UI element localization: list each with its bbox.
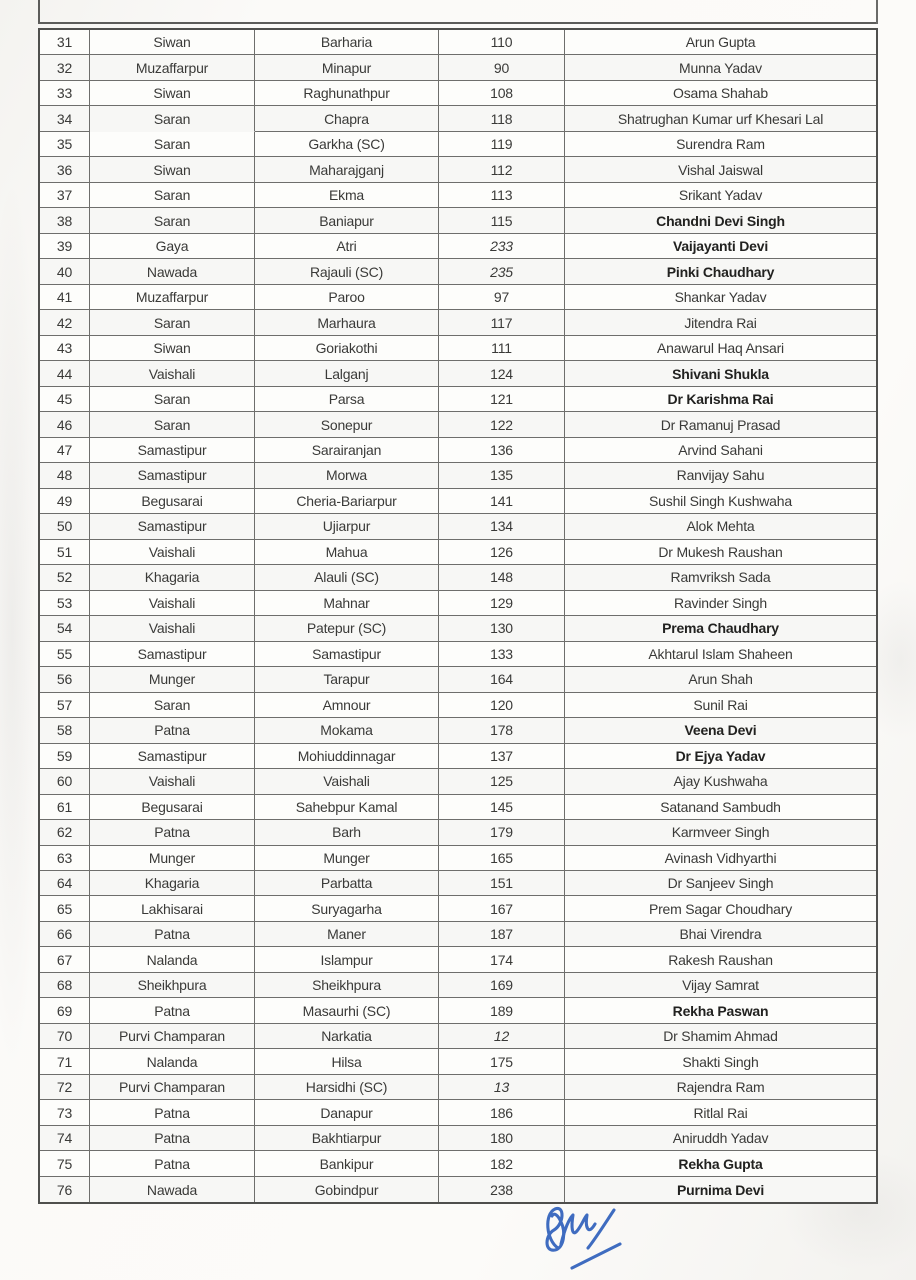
cell-constituency: Maharajganj <box>255 157 439 182</box>
cell-constituency: Islampur <box>255 947 439 972</box>
cell-candidate: Shatrughan Kumar urf Khesari Lal <box>565 106 876 131</box>
cell-serial: 33 <box>40 81 90 106</box>
cell-candidate: Sunil Rai <box>565 693 876 718</box>
cell-district: Vaishali <box>90 591 255 616</box>
cell-serial: 69 <box>40 998 90 1023</box>
cell-candidate: Bhai Virendra <box>565 922 876 947</box>
cell-constituency: Mohiuddinnagar <box>255 744 439 769</box>
cell-candidate: Surendra Ram <box>565 132 876 157</box>
cell-district: Patna <box>90 922 255 947</box>
cell-constituency: Parbatta <box>255 871 439 896</box>
cell-district: Samastipur <box>90 514 255 539</box>
table-row <box>40 463 876 488</box>
cell-candidate: Veena Devi <box>565 718 876 743</box>
cell-candidate: Prem Sagar Choudhary <box>565 896 876 921</box>
cell-district: Siwan <box>90 81 255 106</box>
cell-district: Saran <box>90 183 255 208</box>
table-row <box>40 769 876 794</box>
cell-number: 235 <box>439 259 565 284</box>
cell-district: Begusarai <box>90 489 255 514</box>
cell-candidate: Prema Chaudhary <box>565 616 876 641</box>
cell-district: Samastipur <box>90 463 255 488</box>
cell-number: 151 <box>439 871 565 896</box>
cell-candidate: Dr Shamim Ahmad <box>565 1024 876 1049</box>
cell-district: Vaishali <box>90 361 255 386</box>
cell-serial: 46 <box>40 412 90 437</box>
cell-district: Muzaffarpur <box>90 55 255 80</box>
cell-constituency: Garkha (SC) <box>255 132 439 157</box>
candidate-roster-table <box>38 28 878 1204</box>
cell-district: Saran <box>90 387 255 412</box>
cell-district: Vaishali <box>90 616 255 641</box>
table-row <box>40 693 876 718</box>
table-row <box>40 922 876 947</box>
cell-constituency: Sonepur <box>255 412 439 437</box>
cell-candidate: Shakti Singh <box>565 1049 876 1074</box>
scan-smudge <box>0 180 42 1080</box>
cell-candidate: Shankar Yadav <box>565 285 876 310</box>
cell-district: Vaishali <box>90 769 255 794</box>
cell-number: 129 <box>439 591 565 616</box>
cell-number: 122 <box>439 412 565 437</box>
cell-constituency: Vaishali <box>255 769 439 794</box>
cell-candidate: Karmveer Singh <box>565 820 876 845</box>
cell-number: 175 <box>439 1049 565 1074</box>
cell-serial: 65 <box>40 896 90 921</box>
cell-district: Patna <box>90 820 255 845</box>
table-row <box>40 1100 876 1125</box>
cell-number: 179 <box>439 820 565 845</box>
cell-candidate: Alok Mehta <box>565 514 876 539</box>
cell-serial: 45 <box>40 387 90 412</box>
cell-number: 169 <box>439 973 565 998</box>
table-row <box>40 55 876 80</box>
cell-number: 90 <box>439 55 565 80</box>
cell-serial: 58 <box>40 718 90 743</box>
cell-candidate: Purnima Devi <box>676 1181 765 1198</box>
cell-district: Khagaria <box>90 565 255 590</box>
table-row <box>40 234 876 259</box>
cell-candidate: Rajendra Ram <box>565 1075 876 1100</box>
cell-number: 136 <box>439 438 565 463</box>
cell-district: Saran <box>90 310 255 335</box>
cell-constituency: Parsa <box>255 387 439 412</box>
cell-number: 108 <box>439 81 565 106</box>
cell-constituency: Bankipur <box>255 1151 439 1176</box>
cell-district: Siwan <box>90 336 255 361</box>
cell-serial: 70 <box>40 1024 90 1049</box>
table-row <box>40 973 876 998</box>
cell-district: Samastipur <box>90 642 255 667</box>
cell-candidate: Pinki Chaudhary <box>565 259 876 284</box>
table-row <box>40 591 876 616</box>
cell-serial: 47 <box>40 438 90 463</box>
cell-constituency: Barh <box>255 820 439 845</box>
cell-candidate: Osama Shahab <box>565 81 876 106</box>
cell-candidate: Arun Gupta <box>565 30 876 55</box>
cell-candidate: Srikant Yadav <box>565 183 876 208</box>
table-row <box>40 183 876 208</box>
cell-candidate: Avinash Vidhyarthi <box>565 846 876 871</box>
table-row <box>40 208 876 233</box>
previous-section-left-border <box>38 0 40 24</box>
cell-constituency: Mahnar <box>255 591 439 616</box>
cell-candidate: Ravinder Singh <box>565 591 876 616</box>
cell-number: 119 <box>439 132 565 157</box>
cell-candidate: Dr Mukesh Raushan <box>565 540 876 565</box>
cell-district: Patna <box>90 1100 255 1125</box>
previous-section-right-border <box>876 0 878 24</box>
cell-constituency: Sahebpur Kamal <box>255 795 439 820</box>
table-row <box>40 438 876 463</box>
cell-serial: 73 <box>40 1100 90 1125</box>
cell-constituency: Atri <box>255 234 439 259</box>
cell-serial: 32 <box>40 55 90 80</box>
cell-constituency: Ujiarpur <box>255 514 439 539</box>
cell-district: Sheikhpura <box>90 973 255 998</box>
cell-serial: 72 <box>40 1075 90 1100</box>
cell-serial: 60 <box>40 769 90 794</box>
cell-serial: 76 <box>40 1177 90 1202</box>
cell-number: 113 <box>439 183 565 208</box>
cell-constituency: Sheikhpura <box>255 973 439 998</box>
cell-candidate: Arvind Sahani <box>565 438 876 463</box>
cell-constituency: Masaurhi (SC) <box>255 998 439 1023</box>
table-row <box>40 387 876 412</box>
cell-serial: 66 <box>40 922 90 947</box>
cell-constituency: Barharia <box>255 30 439 55</box>
cell-serial: 64 <box>40 871 90 896</box>
table-row <box>40 514 876 539</box>
cell-district: Munger <box>90 846 255 871</box>
cell-number: 178 <box>439 718 565 743</box>
table-row <box>40 259 876 284</box>
cell-candidate: Rekha Paswan <box>565 998 876 1023</box>
cell-district: Muzaffarpur <box>90 285 255 310</box>
cell-number: 130 <box>439 616 565 641</box>
cell-serial: 36 <box>40 157 90 182</box>
cell-district: Nalanda <box>90 947 255 972</box>
cell-candidate: Dr Sanjeev Singh <box>565 871 876 896</box>
table-row <box>40 820 876 845</box>
cell-number: 121 <box>439 387 565 412</box>
cell-serial: 59 <box>40 744 90 769</box>
cell-constituency: Harsidhi (SC) <box>255 1075 439 1100</box>
cell-number: 148 <box>439 565 565 590</box>
cell-constituency: Hilsa <box>255 1049 439 1074</box>
cell-serial: 75 <box>40 1151 90 1176</box>
table-row <box>40 106 876 131</box>
cell-serial: 38 <box>40 208 90 233</box>
cell-district: Saran <box>90 412 255 437</box>
cell-serial: 54 <box>40 616 90 641</box>
cell-candidate: Munna Yadav <box>565 55 876 80</box>
cell-serial: 61 <box>40 795 90 820</box>
table-row <box>40 795 876 820</box>
cell-constituency: Amnour <box>255 693 439 718</box>
cell-constituency: Samastipur <box>255 642 439 667</box>
cell-number: 134 <box>439 514 565 539</box>
table-row <box>40 1126 876 1151</box>
cell-serial: 67 <box>40 947 90 972</box>
cell-district: Khagaria <box>90 871 255 896</box>
cell-candidate: Chandni Devi Singh <box>565 208 876 233</box>
cell-number: 97 <box>439 285 565 310</box>
cell-constituency: Alauli (SC) <box>255 565 439 590</box>
table-row <box>40 947 876 972</box>
cell-constituency: Baniapur <box>255 208 439 233</box>
cell-district: Saran <box>90 106 255 131</box>
cell-constituency: Lalganj <box>255 361 439 386</box>
cell-number: 187 <box>439 922 565 947</box>
cell-serial: 34 <box>40 106 90 131</box>
cell-candidate: Ranvijay Sahu <box>565 463 876 488</box>
cell-candidate: Ajay Kushwaha <box>565 769 876 794</box>
cell-constituency: Ekma <box>255 183 439 208</box>
table-row <box>40 540 876 565</box>
cell-number: 115 <box>439 208 565 233</box>
table-row <box>40 412 876 437</box>
cell-number: 126 <box>439 540 565 565</box>
cell-constituency: Narkatia <box>255 1024 439 1049</box>
cell-serial: 56 <box>40 667 90 692</box>
cell-candidate: Anawarul Haq Ansari <box>565 336 876 361</box>
table-row <box>40 744 876 769</box>
cell-number: 112 <box>439 157 565 182</box>
cell-candidate: Vaijayanti Devi <box>565 234 876 259</box>
cell-candidate: Aniruddh Yadav <box>565 1126 876 1151</box>
cell-number: 135 <box>439 463 565 488</box>
table-row <box>40 846 876 871</box>
cell-constituency: Sarairanjan <box>255 438 439 463</box>
cell-candidate: Vijay Samrat <box>565 973 876 998</box>
cell-candidate: Arun Shah <box>565 667 876 692</box>
cell-number: 180 <box>439 1126 565 1151</box>
cell-district: Siwan <box>90 157 255 182</box>
cell-serial: 68 <box>40 973 90 998</box>
cell-constituency: Tarapur <box>255 667 439 692</box>
cell-candidate: Dr Ejya Yadav <box>565 744 876 769</box>
table-row <box>40 157 876 182</box>
handwritten-signature <box>528 1200 658 1280</box>
cell-number: 133 <box>439 642 565 667</box>
cell-number: 238 <box>439 1177 565 1202</box>
cell-serial: 42 <box>40 310 90 335</box>
cell-district: Saran <box>90 132 255 157</box>
cell-number: 13 <box>439 1075 565 1100</box>
cell-serial: 53 <box>40 591 90 616</box>
cell-candidate: Rakesh Raushan <box>565 947 876 972</box>
cell-district: Saran <box>90 693 255 718</box>
table-row <box>40 30 876 55</box>
cell-serial: 35 <box>40 132 90 157</box>
cell-district: Nawada <box>90 1177 255 1202</box>
cell-candidate: Jitendra Rai <box>565 310 876 335</box>
previous-section-bottom-rule <box>38 22 878 24</box>
cell-constituency: Patepur (SC) <box>255 616 439 641</box>
cell-district: Patna <box>90 1151 255 1176</box>
cell-district: Vaishali <box>90 540 255 565</box>
table-row <box>40 1075 876 1100</box>
cell-candidate: Dr Ramanuj Prasad <box>565 412 876 437</box>
cell-district: Nalanda <box>90 1049 255 1074</box>
table-row <box>40 565 876 590</box>
cell-candidate: Vishal Jaiswal <box>565 157 876 182</box>
cell-constituency: Mokama <box>255 718 439 743</box>
cell-constituency: Goriakothi <box>255 336 439 361</box>
table-row <box>40 336 876 361</box>
cell-district: Samastipur <box>90 438 255 463</box>
cell-number: 182 <box>439 1151 565 1176</box>
cell-district: Patna <box>90 1126 255 1151</box>
cell-number: 111 <box>439 336 565 361</box>
table-row <box>40 667 876 692</box>
cell-number: 145 <box>439 795 565 820</box>
cell-number: 164 <box>439 667 565 692</box>
cell-serial: 57 <box>40 693 90 718</box>
cell-serial: 63 <box>40 846 90 871</box>
cell-district: Lakhisarai <box>90 896 255 921</box>
cell-constituency: Danapur <box>255 1100 439 1125</box>
cell-district: Samastipur <box>90 744 255 769</box>
cell-district: Saran <box>90 208 255 233</box>
cell-district: Gaya <box>90 234 255 259</box>
cell-constituency: Suryagarha <box>255 896 439 921</box>
cell-number: 120 <box>439 693 565 718</box>
cell-district: Purvi Champaran <box>90 1024 255 1049</box>
cell-district: Siwan <box>90 30 255 55</box>
table-row <box>40 616 876 641</box>
cell-district: Purvi Champaran <box>90 1075 255 1100</box>
cell-candidate: Ramvriksh Sada <box>565 565 876 590</box>
cell-serial: 39 <box>40 234 90 259</box>
cell-constituency: Morwa <box>255 463 439 488</box>
table-row <box>40 285 876 310</box>
table-row <box>40 1151 876 1176</box>
cell-serial: 55 <box>40 642 90 667</box>
cell-serial: 41 <box>40 285 90 310</box>
table-row <box>40 1177 876 1202</box>
cell-serial: 31 <box>40 30 90 55</box>
cell-constituency: Maner <box>255 922 439 947</box>
table-row <box>40 489 876 514</box>
table-row <box>40 310 876 335</box>
cell-constituency: Bakhtiarpur <box>255 1126 439 1151</box>
cell-number: 125 <box>439 769 565 794</box>
cell-serial: 74 <box>40 1126 90 1151</box>
table-row <box>40 718 876 743</box>
cell-constituency: Mahua <box>255 540 439 565</box>
cell-district: Patna <box>90 718 255 743</box>
cell-number: 124 <box>439 361 565 386</box>
cell-constituency: Paroo <box>255 285 439 310</box>
cell-candidate: Satanand Sambudh <box>565 795 876 820</box>
cell-serial: 44 <box>40 361 90 386</box>
cell-serial: 51 <box>40 540 90 565</box>
table-row <box>40 361 876 386</box>
cell-serial: 50 <box>40 514 90 539</box>
cell-district: Nawada <box>90 259 255 284</box>
cell-number: 165 <box>439 846 565 871</box>
cell-constituency: Cheria-Bariarpur <box>255 489 439 514</box>
cell-number: 186 <box>439 1100 565 1125</box>
cell-serial: 71 <box>40 1049 90 1074</box>
cell-serial: 52 <box>40 565 90 590</box>
cell-number: 110 <box>439 30 565 55</box>
cell-candidate: Sushil Singh Kushwaha <box>565 489 876 514</box>
cell-constituency: Minapur <box>255 55 439 80</box>
cell-serial: 62 <box>40 820 90 845</box>
cell-serial: 48 <box>40 463 90 488</box>
cell-number: 233 <box>439 234 565 259</box>
table-row <box>40 1024 876 1049</box>
cell-district: Patna <box>90 998 255 1023</box>
cell-candidate: Ritlal Rai <box>565 1100 876 1125</box>
cell-number: 189 <box>439 998 565 1023</box>
cell-serial: 40 <box>40 259 90 284</box>
cell-candidate: Rekha Gupta <box>565 1151 876 1176</box>
cell-number: 174 <box>439 947 565 972</box>
cell-district: Begusarai <box>90 795 255 820</box>
cell-number: 141 <box>439 489 565 514</box>
cell-serial: 49 <box>40 489 90 514</box>
cell-number: 137 <box>439 744 565 769</box>
cell-candidate: Akhtarul Islam Shaheen <box>565 642 876 667</box>
cell-candidate: Shivani Shukla <box>565 361 876 386</box>
cell-constituency: Gobindpur <box>255 1177 439 1202</box>
cell-constituency: Rajauli (SC) <box>255 259 439 284</box>
table-row <box>40 998 876 1023</box>
cell-number: 117 <box>439 310 565 335</box>
cell-district: Munger <box>90 667 255 692</box>
cell-candidate: Dr Karishma Rai <box>565 387 876 412</box>
table-row <box>40 81 876 106</box>
table-row <box>40 896 876 921</box>
cell-constituency: Marhaura <box>255 310 439 335</box>
cell-number: 118 <box>439 106 565 131</box>
cell-constituency: Raghunathpur <box>255 81 439 106</box>
table-row <box>40 642 876 667</box>
table-row <box>40 1049 876 1074</box>
cell-constituency: Munger <box>255 846 439 871</box>
cell-serial: 37 <box>40 183 90 208</box>
cell-number: 167 <box>439 896 565 921</box>
table-row <box>40 871 876 896</box>
cell-number: 12 <box>439 1024 565 1049</box>
cell-constituency: Chapra <box>255 106 439 131</box>
cell-serial: 43 <box>40 336 90 361</box>
table-row <box>40 132 876 157</box>
